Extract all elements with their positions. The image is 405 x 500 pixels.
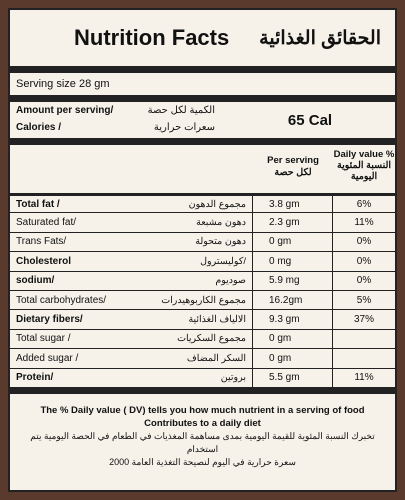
nutrient-name-ar: /كوليسترول	[200, 255, 246, 267]
nutrient-name-en: Total fat /	[16, 198, 60, 210]
nutrient-name-en: Protein/	[16, 372, 54, 384]
nutrient-name-ar: صوديوم	[215, 275, 246, 287]
daily-value: 11%	[354, 372, 374, 384]
daily-value: 0%	[356, 255, 372, 267]
footer-note	[10, 387, 395, 469]
table-row	[10, 290, 395, 309]
daily-value: 0%	[356, 236, 372, 248]
nutrient-name-ar: بروتين	[220, 372, 246, 384]
title-ar: الحقائق الغذائية	[259, 27, 381, 49]
table-row	[10, 329, 395, 348]
nutrient-name-ar: مجموع السكريات	[177, 333, 246, 345]
calories-value: 65 Cal	[287, 111, 333, 129]
table-row	[10, 309, 395, 328]
per-serving-value: 0 mg	[253, 252, 333, 270]
footer-line-en-1: The % Daily value ( DV) tells you how much nutrient in a serving of food	[40, 404, 365, 416]
table-row	[10, 232, 395, 251]
amount-block	[10, 102, 395, 138]
nutrient-name-ar: دهون متحولة	[195, 236, 246, 248]
calories-label-en: Calories /	[16, 122, 62, 133]
calories-label-ar: سعرات حرارية	[153, 122, 215, 133]
nutrient-name-en: Added sugar /	[16, 352, 79, 364]
per-serving-value: 0 gm	[253, 349, 333, 367]
header-daily-value: Daily value % النسبة المئوية اليومية	[333, 149, 395, 182]
daily-value: 0%	[356, 275, 372, 287]
daily-value: 5%	[356, 294, 372, 306]
nutrient-name-en: Total carbohydrates/	[16, 294, 107, 306]
daily-value: 11%	[354, 217, 374, 229]
nutrient-name-ar: مجموع الدهون	[188, 198, 246, 210]
per-serving-value: 5.9 mg	[253, 272, 333, 290]
nutrient-table	[10, 193, 395, 387]
footer-line-ar-1: تخبرك النسبة المئوية للقيمة اليومية بمدى مساهمة المغذيات في الطعام في الحصة اليومية يتم استخدام	[30, 430, 375, 454]
amount-labels	[10, 102, 225, 138]
footer-line-ar-2: سعرة حرارية في اليوم لنصيحة التغذية العامة 2000	[109, 456, 296, 467]
divider-thick	[10, 66, 395, 73]
footer-line-en-2: Contributes to a daily diet	[144, 417, 261, 429]
nutrient-name-en: Cholesterol	[16, 255, 72, 267]
title-en: Nutrition Facts	[74, 25, 230, 50]
table-row	[10, 368, 395, 387]
divider-thick	[10, 138, 395, 145]
per-serving-value: 9.3 gm	[253, 310, 333, 328]
per-serving-value: 0 gm	[253, 330, 333, 348]
nutrient-name-en: Saturated fat/	[16, 217, 77, 229]
per-serving-value: 0 gm	[253, 233, 333, 251]
nutrient-name-en: Dietary fibers/	[16, 314, 83, 326]
daily-value: 6%	[356, 198, 372, 210]
table-row	[10, 271, 395, 290]
per-serving-value: 16.2gm	[253, 291, 333, 309]
nutrient-name-ar: السكر المضاف	[186, 352, 246, 364]
divider-thick	[10, 95, 395, 102]
per-serving-value: 5.5 gm	[253, 369, 333, 387]
nutrient-name-ar: دهون مشبعة	[196, 217, 246, 229]
title-bar	[10, 10, 395, 66]
serving-size: Serving size 28 gm	[16, 78, 110, 90]
table-row	[10, 212, 395, 231]
column-headers	[10, 145, 395, 193]
daily-value: 37%	[353, 314, 374, 326]
nutrition-label	[8, 8, 397, 492]
nutrient-name-ar: الالياف الغذائية	[188, 314, 246, 326]
nutrient-name-en: Trans Fats/	[16, 236, 67, 248]
per-serving-value: 3.8 gm	[253, 196, 333, 212]
table-row	[10, 348, 395, 367]
table-row	[10, 251, 395, 270]
amount-per-serving-en: Amount per serving/	[16, 105, 114, 116]
nutrient-name-en: sodium/	[16, 275, 55, 287]
nutrient-name-en: Total sugar /	[16, 333, 71, 345]
table-row	[10, 193, 395, 212]
nutrient-name-ar: مجموع الكاربوهيدرات	[161, 294, 246, 306]
daily-value	[333, 349, 395, 367]
daily-value	[333, 330, 395, 348]
per-serving-value: 2.3 gm	[253, 213, 333, 231]
amount-per-serving-ar: الكمية لكل حصة	[147, 105, 215, 116]
header-per-serving: Per serving لكل حصة	[267, 155, 319, 178]
